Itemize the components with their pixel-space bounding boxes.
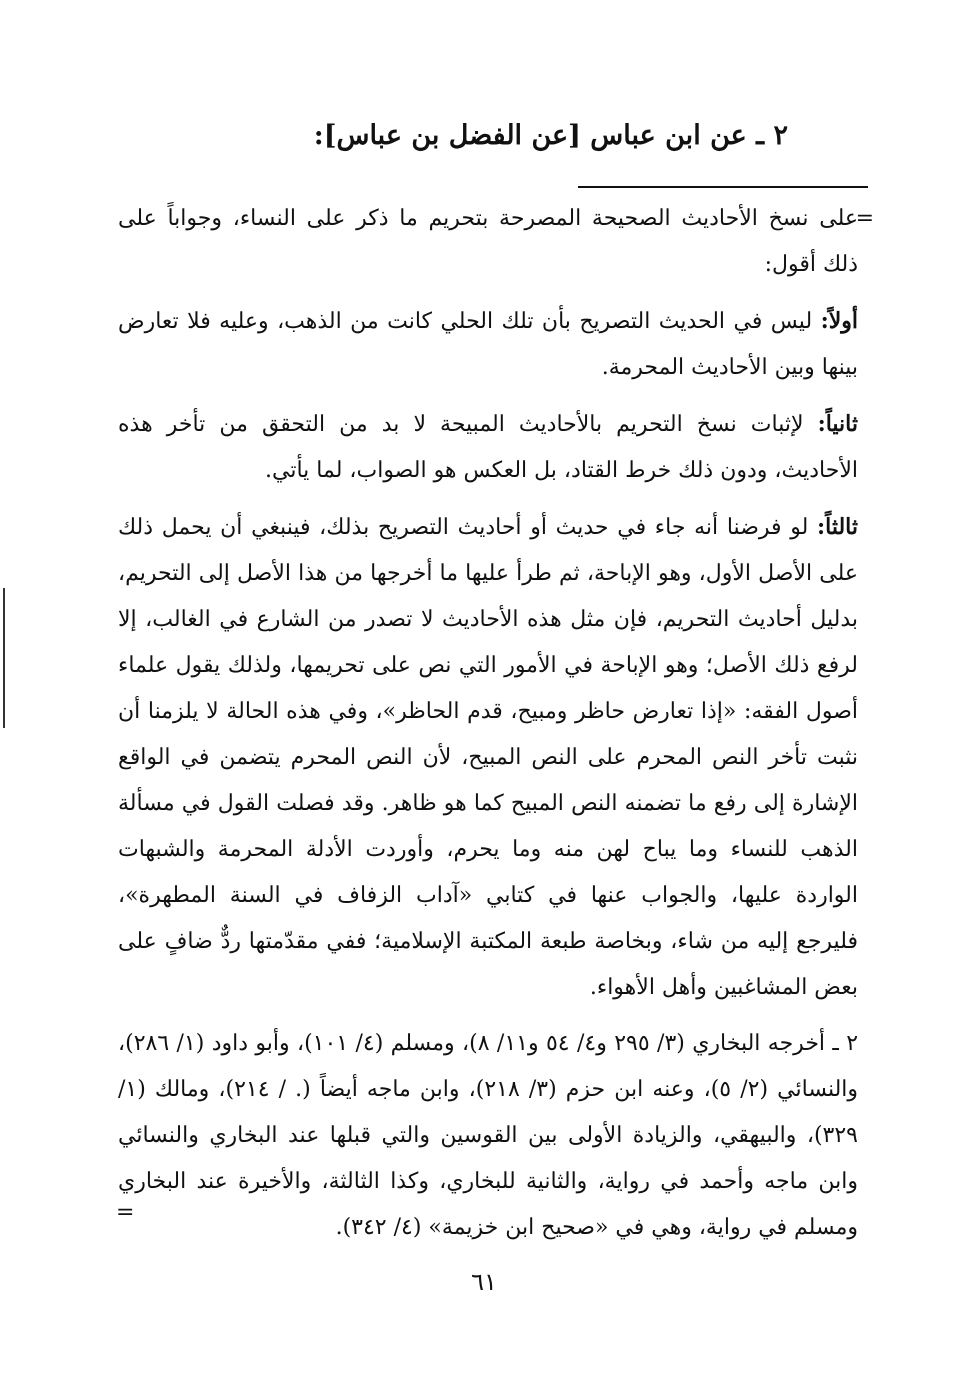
paragraph-4 xyxy=(118,504,858,1011)
paragraph-3-lead: ثانياً: xyxy=(817,411,858,437)
paragraph-2-lead: أولاً: xyxy=(820,308,858,334)
paragraph-4-lead: ثالثاً: xyxy=(817,514,858,540)
continuation-mark-top: = xyxy=(855,206,874,231)
paragraph-2 xyxy=(118,298,858,391)
page-number: ٦١ xyxy=(471,1268,497,1296)
footnote-paragraph: ٢ ـ أخرجه البخاري (٣/ ٢٩٥ و٤/ ٥٤ و١١/ ٨)، ومسلم (٤/ ١٠١)، وأبو داود (١/ ٢٨٦)، والنسائي (٢/ ٥)، وعنه ابن حزم (٣/ ٢١٨)، وابن ماجه أيضاً (. / ٢١٤)، ومالك (١/ ٣٢٩)، والبيهقي، والزيادة الأولى بين القوسين والتي قبلها عند البخاري والنسائي وابن ماجه وأحمد في رواية، والثانية للبخاري، وكذا الثالثة، والأخيرة عند البخاري ومسلم في رواية، وهي في «صحيح ابن خزيمة» (٤/ ٣٤٢). xyxy=(118,1031,859,1240)
margin-scan-line xyxy=(3,588,5,728)
paragraph-3 xyxy=(118,401,858,494)
section-heading: ٢ ـ عن ابن عباس [عن الفضل بن عباس]: xyxy=(313,120,788,151)
paragraph-2-text: ليس في الحديث التصريح بأن تلك الحلي كانت من الذهب، وعليه فلا تعارض بينها وبين الأحاديث المحرمة. xyxy=(118,309,858,380)
paragraph-4-text: لو فرضنا أنه جاء في حديث أو أحاديث التصريح بذلك، فينبغي أن يحمل ذلك على الأصل الأول، وهو الإباحة، ثم طرأ عليها ما أخرجها من هذا الأصل إلى التحريم، بدليل أحاديث التحريم، فإن مثل هذه الأحاديث لا تصدر من الشارع في الغالب، إلا لرفع ذلك الأصل؛ وهو الإباحة في الأمور التي نص على تحريمها، ولذلك يقول علماء أصول الفقه: «إذا تعارض حاظر ومبيح، قدم الحاظر»، وفي هذه الحالة لا يلزمنا أن نثبت تأخر النص المحرم على النص المبيح، لأن النص المحرم يتضمن في الواقع الإشارة إلى رفع ما تضمنه النص المبيح كما هو ظاهر. وقد فصلت القول في مسألة الذهب للنساء وما يباح لهن منه وما يحرم، وأوردت الأدلة المحرمة والشبهات الواردة عليها، والجواب عنها في كتابي «آداب الزفاف في السنة المطهرة»، فليرجع إليه من شاء، وبخاصة طبعة المكتبة الإسلامية؛ ففي مقدّمتها ردٌّ ضافٍ على بعض المشاغبين وأهل الأهواء. xyxy=(118,515,858,1000)
continuation-mark-bottom: = xyxy=(116,1200,135,1225)
paragraph-3-text: لإثبات نسخ التحريم بالأحاديث المبيحة لا بد من التحقق من تأخر هذه الأحاديث، ودون ذلك خرط القتاد، بل العكس هو الصواب، لما يأتي. xyxy=(118,412,858,483)
paragraph-1: على نسخ الأحاديث الصحيحة المصرحة بتحريم ما ذكر على النساء، وجواباً على ذلك أقول: xyxy=(118,206,858,277)
body-text xyxy=(118,196,858,1261)
separator-rule xyxy=(578,186,868,188)
